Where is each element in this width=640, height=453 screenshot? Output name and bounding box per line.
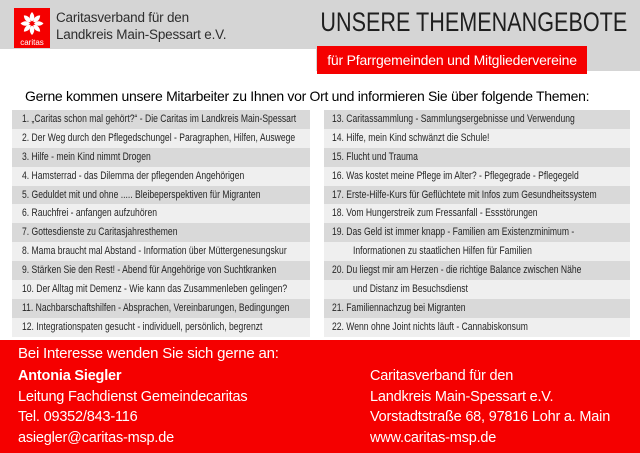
topic-row [12,148,630,167]
contact-footer [0,340,640,453]
topic-row [12,299,630,318]
footer-org-website: www.caritas-msp.de [370,429,497,446]
footer-heading: Bei Interesse wenden Sie sich gerne an: [18,345,279,362]
contact-role: Leitung Fachdienst Gemeindecaritas [18,388,248,405]
topic-cell-left: 10. Der Alltag mit Demenz - Wie kann das Zusammenleben gelingen? [12,280,310,299]
topic-cell-right: 15. Flucht und Trauma [324,148,630,167]
topic-cell-left: 12. Integrationspaten gesucht - individuell, persönlich, begrenzt [12,318,310,337]
topic-cell-right: 14. Hilfe, mein Kind schwänzt die Schule! [324,129,630,148]
svg-text:caritas: caritas [20,38,44,47]
column-gap [310,148,324,167]
footer-org-line1: Caritasverband für den [370,368,514,384]
topic-cell-left: 6. Rauchfrei - anfangen aufzuhören [12,204,310,223]
topic-cell-left: 7. Gottesdienste zu Caritasjahresthemen [12,223,310,242]
topic-cell-right: 21. Familiennachzug bei Migranten [324,299,630,318]
topic-cell-left: 1. „Caritas schon mal gehört?“ - Die Caritas im Landkreis Main-Spessart [12,110,310,129]
contact-person-block [18,366,247,448]
column-gap [310,242,324,261]
topic-cell-right: 16. Was kostet meine Pflege im Alter? - Pflegegrade - Pflegegeld [324,167,630,186]
audience-banner: für Pfarrgemeinden und Mitgliedervereine [317,46,587,74]
column-gap [310,186,324,205]
topic-row [12,110,630,129]
organization-name-line1: Caritasverband für den [56,10,189,25]
topic-row [12,204,630,223]
topic-cell-right-continuation: Informationen zu staatlichen Hilfen für Familien [324,242,630,261]
contact-name: Antonia Siegler [18,368,122,384]
column-gap [310,110,324,129]
intro-text: Gerne kommen unsere Mitarbeiter zu Ihnen vor Ort und informieren Sie über folgende Themen: [25,88,590,104]
column-gap [310,223,324,242]
topic-cell-left: 8. Mama braucht mal Abstand - Information über Müttergenesungskur [12,242,310,261]
column-gap [310,280,324,299]
organization-name-line2: Landkreis Main-Spessart e.V. [56,26,227,42]
topic-cell-right: 13. Caritassammlung - Sammlungsergebnisse und Verwendung [324,110,630,129]
column-gap [310,204,324,223]
topic-row [12,186,630,205]
contact-phone: Tel. 09352/843-116 [18,409,138,426]
topic-row [12,223,630,242]
topics-table [12,110,630,337]
topic-cell-left: 3. Hilfe - mein Kind nimmt Drogen [12,148,310,167]
column-gap [310,167,324,186]
footer-org-address: Vorstadtstraße 68, 97816 Lohr a. Main [370,409,611,426]
caritas-logo [14,8,50,48]
topic-cell-left: 5. Geduldet mit und ohne ..... Bleibeperspektiven für Migranten [12,186,310,205]
contact-email: asiegler@caritas-msp.de [18,429,174,446]
page-title: UNSERE THEMENANGEBOTE [320,7,628,37]
topic-cell-right: 18. Vom Hungerstreik zum Fressanfall - Essstörungen [324,204,630,223]
topic-cell-right: 22. Wenn ohne Joint nichts läuft - Cannabiskonsum [324,318,630,337]
topic-row [12,167,630,186]
topic-cell-right: 20. Du liegst mir am Herzen - die richtige Balance zwischen Nähe [324,261,630,280]
topic-row [12,242,630,261]
topic-cell-right: 17. Erste-Hilfe-Kurs für Geflüchtete mit Infos zum Gesundheitssystem [324,186,630,205]
topic-cell-left: 4. Hamsterrad - das Dilemma der pflegenden Angehörigen [12,167,310,186]
topic-row [12,129,630,148]
topic-row [12,318,630,337]
topic-row [12,280,630,299]
footer-org-line2: Landkreis Main-Spessart e.V. [370,388,554,405]
topic-row [12,261,630,280]
topic-cell-left: 2. Der Weg durch den Pflegedschungel - Paragraphen, Hilfen, Auswege [12,129,310,148]
column-gap [310,261,324,280]
organization-name [56,10,226,43]
topic-cell-right-continuation: und Distanz im Besuchsdienst [324,280,630,299]
topic-cell-right: 19. Das Geld ist immer knapp - Familien am Existenzminimum - [324,223,630,242]
caritas-flame-cross-icon [14,8,50,48]
column-gap [310,299,324,318]
organization-address-block [370,366,610,448]
column-gap [310,318,324,337]
topic-cell-left: 11. Nachbarschaftshilfen - Absprachen, Vereinbarungen, Bedingungen [12,299,310,318]
column-gap [310,129,324,148]
topic-cell-left: 9. Stärken Sie den Rest! - Abend für Angehörige von Suchtkranken [12,261,310,280]
